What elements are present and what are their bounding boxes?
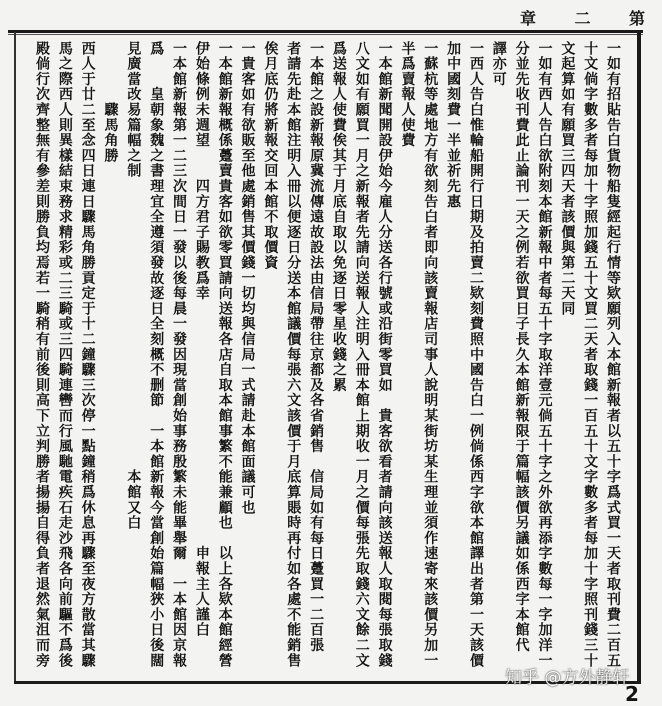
text-column: 見廣當改易篇幅之制 本館又白	[125, 41, 142, 531]
text-column: 俟月底仍將新報交回本館不取價資	[262, 41, 279, 271]
text-column: 一如有西人告白欲附刻本館新報中者每五十字取洋壹元倘五十字之外欲再添字數每一字加洋一	[536, 41, 553, 669]
header-char: 第	[628, 9, 645, 28]
text-column: 十文倘字數多者每加十字照加錢五十文買二天者取錢一百五十文字數多者每加十字照刊錢三十	[582, 41, 599, 669]
text-column: 伊始條例未週望 四方君子賜教爲幸 申報主人謹白	[193, 41, 210, 638]
text-column: 爲 皇朝象魏之書理宜全遵須發故逐日全刻概不删節 一本館新報今當創始篇幅狹小日後闊	[148, 41, 165, 669]
text-column: 八文如有願買一月之新報者先請向送報人注明入冊本館上期收一月之價每張先取錢六文餘二文	[353, 41, 370, 669]
text-column: 一本館新報第一二三次間日一發以後每晨一發因現當創始事務殷繁未能畢舉爾 一本館因京報	[171, 41, 188, 669]
text-column: 爲送報人使費俟其于月底自取以免逐日零星收錢之累	[330, 41, 347, 393]
text-column: 半爲賣報人使費	[399, 41, 416, 149]
text-column: 一本館新聞開設伊始今雇人分送各行號或沿街零買如 貴客欲看者請向該送報人取閱每張取錢	[376, 41, 393, 669]
text-column: 者請先赴本館注明入冊以便逐日分送本館議價每張六文該價于月底算賬時再付如各處不能銷售	[285, 41, 302, 669]
top-rule-thin	[8, 34, 643, 35]
chapter-header	[520, 6, 645, 28]
top-rule	[8, 30, 643, 33]
text-column: 殿倘行次齊整無有參差則勝負均焉若一騎稍有前後則高下立判勝者揚揚自得負者退然氣沮而旁	[34, 41, 50, 669]
text-column: 一如有招貼告白貨物船隻經起行情等欵願列入本館新報者以五十字爲式買一天者取刊費二百五	[605, 41, 621, 669]
section-title: 驟馬角勝	[102, 41, 119, 164]
frame-left-border	[14, 32, 16, 684]
page-number: 2	[625, 682, 639, 706]
text-column: 一貴客如有欲販至他處銷售其價錢一切均與信局一式請赴本館面議可也	[239, 41, 256, 516]
frame-right-border	[637, 32, 641, 684]
text-column: 文起算如有願買三四天者該價與第二天同	[559, 41, 576, 317]
header-char: 章	[520, 9, 537, 28]
text-column: 分並先收刊費此止論刊一天之例若欲買日子長久本館新報限于篇幅該價另議如係西字本館代	[513, 41, 530, 653]
text-column: 譯亦可	[490, 41, 507, 87]
header-char: 二	[574, 9, 591, 28]
text-column: 加中國刻費一半並祈先惠	[445, 41, 462, 210]
text-column: 西人于廿二至念四日連日驟馬角勝貢定于十二鐘驟三次停一點鐘稍爲休息再驟至夜方散當其驟	[79, 41, 96, 669]
text-column: 一西人告白惟輪船開行日期及拍賣二欵刻費照中國告白一例倘係西字欲本館譯出者第一天該價	[467, 41, 484, 669]
text-column: 馬之際西人則異樣結束務求精彩或二三騎或三四騎連轡而行風馳電疾石走沙飛各向前驅不爲後	[56, 41, 73, 669]
text-column: 一本館之設新報原冀流傳遠故設法由信局帶往京都及各省銷售 信局如有每日躉買一二百張	[308, 41, 325, 653]
text-column: 一本館新報概係躉賣貴客如欲零買請向送報各店自取本館事繁不能兼顧也 以上各欵本館經營	[216, 41, 233, 669]
watermark: 知乎 @方外静轩	[505, 668, 630, 688]
text-column: 一蘇杭等處地方有欲刻告白者即向該賣報店司事人說明某街坊某生理並須作速寄來該價另加一	[422, 41, 439, 669]
